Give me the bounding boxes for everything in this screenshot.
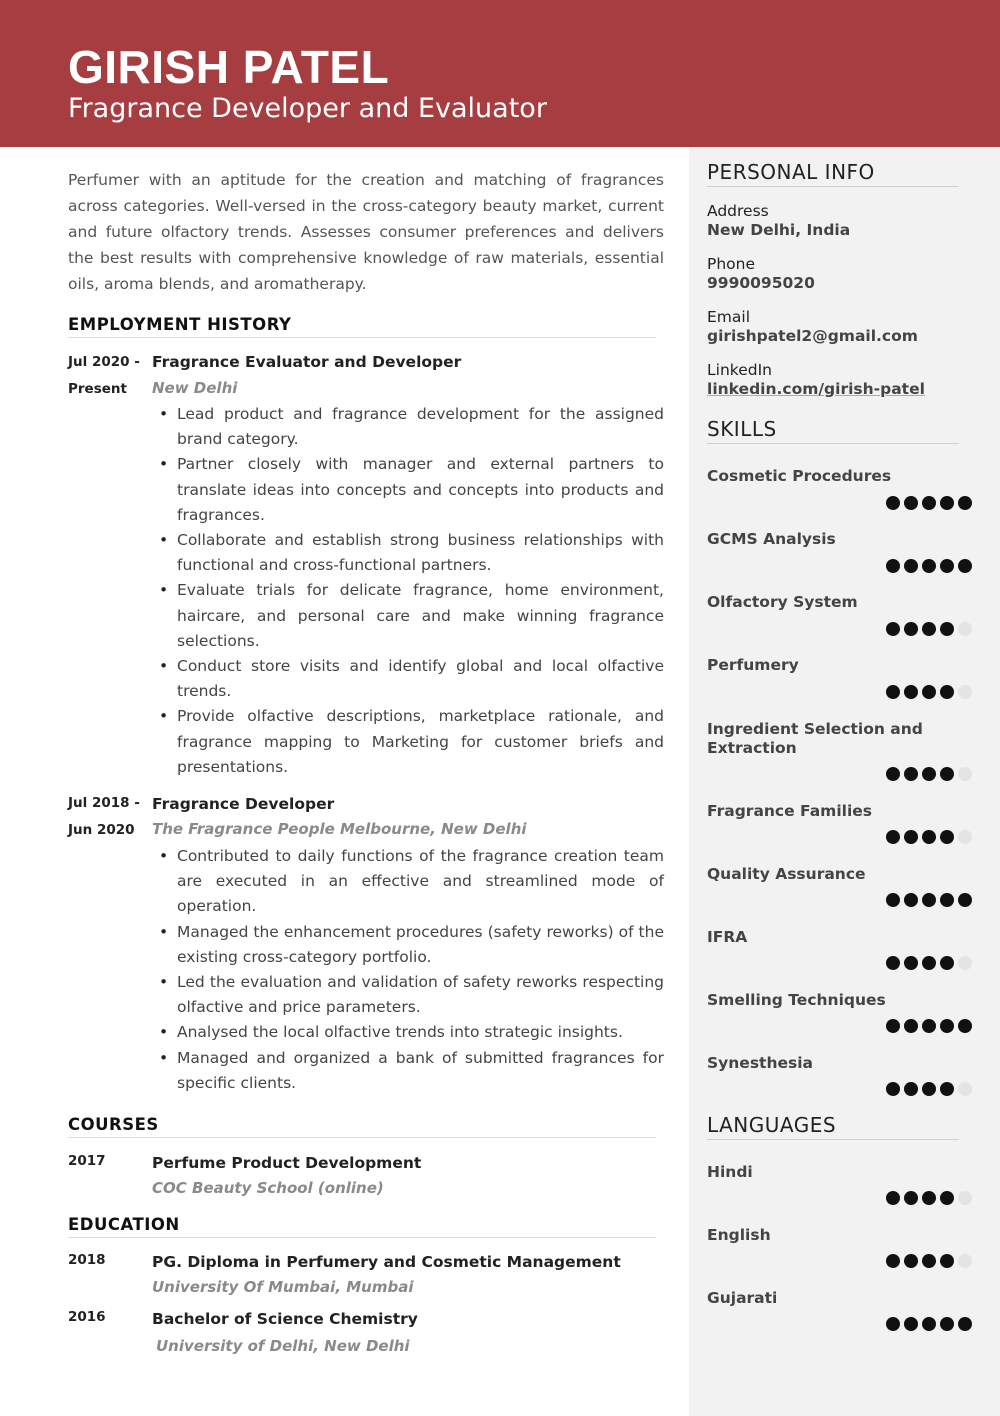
rating-dot-filled xyxy=(886,496,900,510)
language-name: English xyxy=(707,1226,771,1244)
job-bullet: • Lead product and fragrance development for the assigned brand category. xyxy=(177,402,664,452)
rating-dot-empty xyxy=(958,1082,972,1096)
rating-dot-filled xyxy=(904,1191,918,1205)
rating-dot-filled xyxy=(922,767,936,781)
address-value: New Delhi, India xyxy=(707,221,851,239)
rating-dot-empty xyxy=(958,685,972,699)
skill-rating xyxy=(886,1082,972,1098)
address-label: Address xyxy=(707,202,769,220)
rating-dot-empty xyxy=(958,767,972,781)
job-bullet: • Led the evaluation and validation of safety reworks respecting olfactive and price parameters. xyxy=(177,970,664,1020)
rating-dot-filled xyxy=(922,1082,936,1096)
rating-dot-filled xyxy=(940,767,954,781)
linkedin-link[interactable]: linkedin.com/girish-patel xyxy=(707,380,925,398)
education-year: 2016 xyxy=(68,1309,106,1325)
skill-name: Synesthesia xyxy=(707,1054,813,1072)
job-role: Fragrance Evaluator and Developer xyxy=(152,353,462,371)
job-bullet: • Collaborate and establish strong business relationships with functional and cross-functional partners. xyxy=(177,528,664,578)
rating-dot-filled xyxy=(922,496,936,510)
rating-dot-filled xyxy=(886,956,900,970)
skill-name: Olfactory System xyxy=(707,593,858,611)
courses-heading: COURSES xyxy=(68,1115,656,1138)
rating-dot-filled xyxy=(886,830,900,844)
skill-name: Quality Assurance xyxy=(707,865,866,883)
education-school: University Of Mumbai, Mumbai xyxy=(152,1278,414,1296)
employment-heading: EMPLOYMENT HISTORY xyxy=(68,315,656,338)
rating-dot-filled xyxy=(904,1317,918,1331)
rating-dot-filled xyxy=(958,1317,972,1331)
skills-heading: SKILLS xyxy=(707,417,959,444)
rating-dot-filled xyxy=(904,622,918,636)
language-name: Gujarati xyxy=(707,1289,778,1307)
job-bullet: • Conduct store visits and identify global and local olfactive trends. xyxy=(177,654,664,704)
rating-dot-filled xyxy=(940,1082,954,1096)
rating-dot-filled xyxy=(904,956,918,970)
education-year: 2018 xyxy=(68,1252,106,1268)
rating-dot-filled xyxy=(904,496,918,510)
skill-name: GCMS Analysis xyxy=(707,530,836,548)
skill-rating xyxy=(886,559,972,575)
rating-dot-filled xyxy=(958,1019,972,1033)
job-bullet: • Analysed the local olfactive trends into strategic insights. xyxy=(177,1020,664,1045)
rating-dot-filled xyxy=(904,830,918,844)
rating-dot-filled xyxy=(922,559,936,573)
rating-dot-filled xyxy=(922,622,936,636)
linkedin-label: LinkedIn xyxy=(707,361,772,379)
skill-rating xyxy=(886,622,972,638)
job-bullet: • Partner closely with manager and external partners to translate ideas into concepts and concepts into products and fragrances. xyxy=(177,452,664,528)
rating-dot-filled xyxy=(886,622,900,636)
skill-name: Cosmetic Procedures xyxy=(707,467,892,485)
rating-dot-filled xyxy=(940,622,954,636)
skill-name: Smelling Techniques xyxy=(707,991,886,1009)
skill-rating xyxy=(886,830,972,846)
rating-dot-empty xyxy=(958,1191,972,1205)
skill-name: Ingredient Selection and Extraction xyxy=(707,720,923,757)
rating-dot-empty xyxy=(958,1254,972,1268)
rating-dot-filled xyxy=(886,1317,900,1331)
job-date-from: Jul 2018 - xyxy=(68,795,140,811)
job-role: Fragrance Developer xyxy=(152,795,335,813)
course-year: 2017 xyxy=(68,1153,106,1169)
rating-dot-filled xyxy=(940,1019,954,1033)
skill-rating xyxy=(886,685,972,701)
job-date-from: Jul 2020 - xyxy=(68,354,140,370)
language-rating xyxy=(886,1317,972,1333)
rating-dot-filled xyxy=(940,956,954,970)
job-place: The Fragrance People Melbourne, New Delhi xyxy=(152,820,527,838)
rating-dot-empty xyxy=(958,956,972,970)
rating-dot-filled xyxy=(958,496,972,510)
skill-name: Fragrance Families xyxy=(707,802,872,820)
candidate-name: GIRISH PATEL xyxy=(68,41,390,93)
rating-dot-filled xyxy=(922,893,936,907)
rating-dot-filled xyxy=(886,685,900,699)
job-date-to: Jun 2020 xyxy=(68,822,135,838)
skill-rating xyxy=(886,767,972,783)
rating-dot-filled xyxy=(922,685,936,699)
rating-dot-filled xyxy=(940,1254,954,1268)
rating-dot-filled xyxy=(940,1317,954,1331)
rating-dot-filled xyxy=(886,1254,900,1268)
skill-name: Perfumery xyxy=(707,656,799,674)
language-rating xyxy=(886,1191,972,1207)
job-place: New Delhi xyxy=(152,379,238,397)
rating-dot-filled xyxy=(940,1191,954,1205)
education-degree: Bachelor of Science Chemistry xyxy=(152,1310,418,1328)
phone-value: 9990095020 xyxy=(707,274,815,292)
rating-dot-filled xyxy=(940,559,954,573)
rating-dot-filled xyxy=(886,767,900,781)
education-school: University of Delhi, New Delhi xyxy=(156,1337,410,1355)
rating-dot-filled xyxy=(940,893,954,907)
skill-name: IFRA xyxy=(707,928,748,946)
rating-dot-filled xyxy=(886,893,900,907)
skill-rating xyxy=(886,956,972,972)
language-name: Hindi xyxy=(707,1163,753,1181)
job-bullet: • Managed and organized a bank of submitted fragrances for specific clients. xyxy=(177,1046,664,1096)
rating-dot-filled xyxy=(904,1082,918,1096)
rating-dot-filled xyxy=(940,830,954,844)
rating-dot-empty xyxy=(958,830,972,844)
rating-dot-filled xyxy=(922,1191,936,1205)
job-bullet: • Provide olfactive descriptions, marketplace rationale, and fragrance mapping to Marketing for customer briefs and presentations. xyxy=(177,704,664,780)
email-label: Email xyxy=(707,308,751,326)
header-banner xyxy=(0,0,1000,147)
rating-dot-filled xyxy=(904,893,918,907)
skill-rating xyxy=(886,893,972,909)
job-bullet: • Contributed to daily functions of the fragrance creation team are executed in an effective and streamlined mode of operation. xyxy=(177,844,664,920)
rating-dot-filled xyxy=(922,1019,936,1033)
rating-dot-filled xyxy=(904,1019,918,1033)
course-place: COC Beauty School (online) xyxy=(152,1179,384,1197)
rating-dot-filled xyxy=(922,1317,936,1331)
job-bullets xyxy=(177,402,664,780)
education-heading: EDUCATION xyxy=(68,1215,656,1238)
skill-rating xyxy=(886,1019,972,1035)
rating-dot-filled xyxy=(940,685,954,699)
rating-dot-filled xyxy=(886,1191,900,1205)
rating-dot-filled xyxy=(886,1082,900,1096)
languages-heading: LANGUAGES xyxy=(707,1113,959,1140)
rating-dot-filled xyxy=(904,767,918,781)
job-title: Fragrance Developer and Evaluator xyxy=(68,93,547,124)
rating-dot-filled xyxy=(940,496,954,510)
rating-dot-filled xyxy=(904,559,918,573)
rating-dot-filled xyxy=(922,956,936,970)
rating-dot-filled xyxy=(958,893,972,907)
email-value: girishpatel2@gmail.com xyxy=(707,327,918,345)
job-bullet: • Evaluate trials for delicate fragrance, home environment, haircare, and personal care and make winning fragrance selections. xyxy=(177,578,664,654)
profile-summary: Perfumer with an aptitude for the creation and matching of fragrances across categories. Well-versed in the cross-category beauty market, current and future olfactory trends. Assesses consumer preferences and delivers the best results with comprehensive knowledge of raw materials, essential oils, aroma blends, and aromatherapy. xyxy=(68,171,664,293)
job-date-to: Present xyxy=(68,381,127,397)
job-bullets xyxy=(177,844,664,1096)
skill-rating xyxy=(886,496,972,512)
rating-dot-filled xyxy=(922,1254,936,1268)
phone-label: Phone xyxy=(707,255,756,273)
education-degree: PG. Diploma in Perfumery and Cosmetic Management xyxy=(152,1253,621,1271)
rating-dot-empty xyxy=(958,622,972,636)
rating-dot-filled xyxy=(922,830,936,844)
personal-info-heading: PERSONAL INFO xyxy=(707,160,959,187)
course-name: Perfume Product Development xyxy=(152,1154,422,1172)
rating-dot-filled xyxy=(958,559,972,573)
language-rating xyxy=(886,1254,972,1270)
rating-dot-filled xyxy=(886,559,900,573)
rating-dot-filled xyxy=(886,1019,900,1033)
rating-dot-filled xyxy=(904,685,918,699)
job-bullet: • Managed the enhancement procedures (safety reworks) of the existing cross-category portfolio. xyxy=(177,920,664,970)
rating-dot-filled xyxy=(904,1254,918,1268)
